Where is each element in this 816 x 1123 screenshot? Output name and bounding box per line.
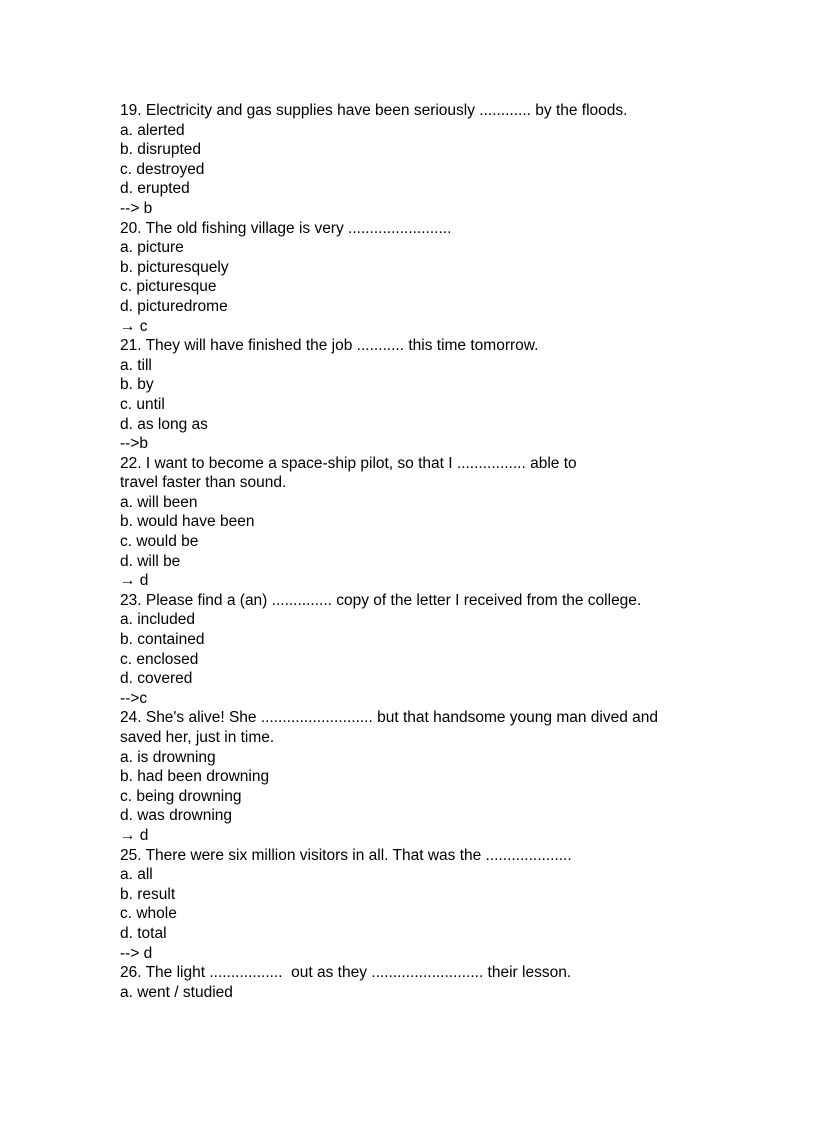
option-b: b. contained <box>120 631 205 649</box>
question-25 <box>120 846 720 964</box>
option-d: d. total <box>120 924 167 942</box>
question-23 <box>120 591 720 709</box>
option-a: a. picture <box>120 239 184 257</box>
option-b: b. picturesquely <box>120 258 229 276</box>
answer: --> b <box>120 199 153 217</box>
answer: --> d <box>120 944 153 962</box>
option-b: b. had been drowning <box>120 768 270 786</box>
answer: -->c <box>120 689 148 707</box>
document-page <box>120 101 720 1002</box>
option-c: c. enclosed <box>120 650 199 668</box>
option-a: a. all <box>120 866 153 884</box>
option-d: d. covered <box>120 670 193 688</box>
question-24 <box>120 708 720 845</box>
question-stem-continued: saved her, just in time. <box>120 729 275 746</box>
option-c: c. whole <box>120 905 177 923</box>
option-d: d. as long as <box>120 415 208 433</box>
question-stem: 23. Please find a (an) .............. copy of the letter I received from the college. <box>120 591 642 609</box>
question-22 <box>120 454 720 591</box>
option-a: a. went / studied <box>120 983 233 1001</box>
option-a: a. alerted <box>120 121 185 139</box>
question-stem: 26. The light ................. out as they .......................... their lesson. <box>120 964 572 982</box>
option-b: b. by <box>120 376 154 394</box>
option-a: a. will been <box>120 493 198 511</box>
question-19 <box>120 101 720 219</box>
option-c: c. would be <box>120 533 199 551</box>
question-stem: 22. I want to become a space-ship pilot, so that I ................ able to <box>120 454 577 472</box>
option-c: c. picturesque <box>120 278 217 296</box>
question-20 <box>120 219 720 337</box>
question-stem: 19. Electricity and gas supplies have been seriously ............ by the floods. <box>120 102 628 119</box>
option-c: c. being drowning <box>120 787 242 805</box>
option-b: b. result <box>120 885 176 903</box>
question-26 <box>120 963 720 1002</box>
question-stem: 20. The old fishing village is very ........................ <box>120 219 452 237</box>
option-d: d. erupted <box>120 180 190 198</box>
option-b: b. disrupted <box>120 141 201 159</box>
option-a: a. till <box>120 356 152 374</box>
question-21 <box>120 336 720 454</box>
option-d: d. will be <box>120 552 181 570</box>
question-stem: 25. There were six million visitors in all. That was the .................... <box>120 846 572 864</box>
option-c: c. destroyed <box>120 160 205 178</box>
option-a: a. is drowning <box>120 748 216 766</box>
option-a: a. included <box>120 611 195 629</box>
option-b: b. would have been <box>120 513 255 531</box>
option-d: d. was drowning <box>120 807 233 825</box>
answer: → c <box>120 317 148 335</box>
answer: -->b <box>120 435 148 453</box>
question-stem: 24. She's alive! She .......................... but that handsome young man dived and <box>120 709 659 727</box>
answer: → d <box>120 826 149 844</box>
question-stem: 21. They will have finished the job ........... this time tomorrow. <box>120 337 539 355</box>
option-d: d. picturedrome <box>120 297 228 315</box>
option-c: c. until <box>120 395 165 413</box>
question-stem-continued: travel faster than sound. <box>120 474 287 492</box>
answer: → d <box>120 572 149 590</box>
